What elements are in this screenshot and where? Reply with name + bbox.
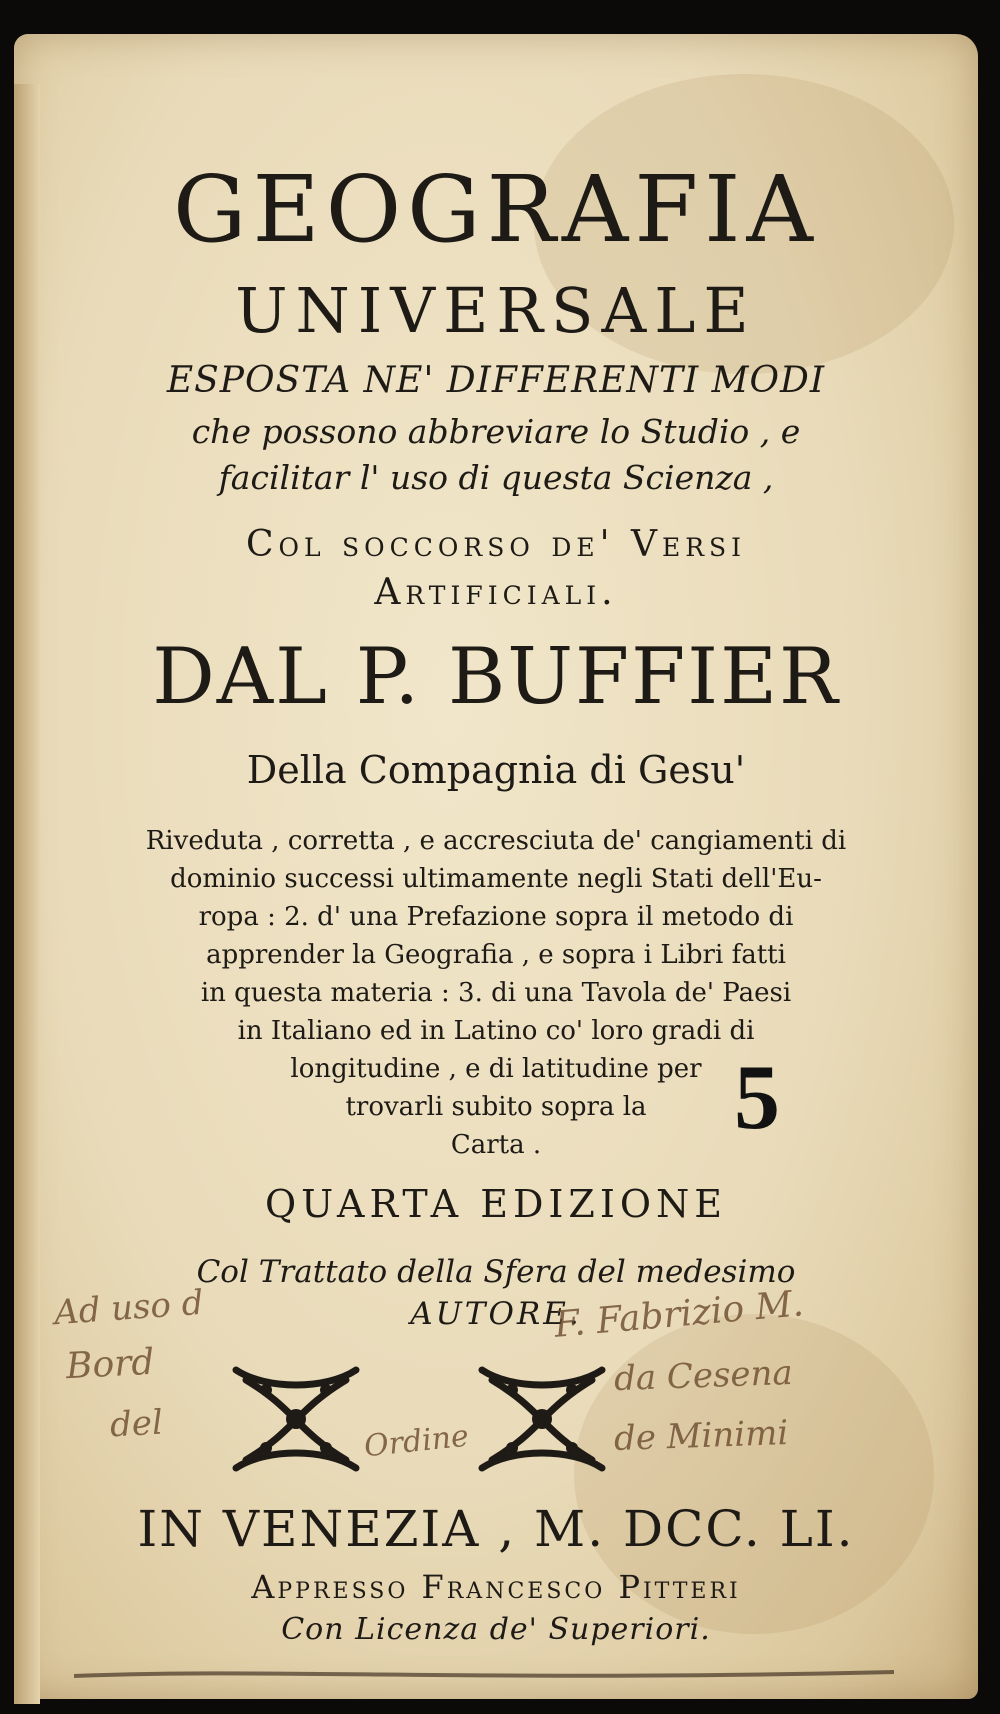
author-name: DAL P. BUFFIER	[152, 632, 840, 722]
description-line: in Italiano ed in Latino co' loro gradi di	[237, 1016, 755, 1046]
description-line: Riveduta , corretta , e accresciuta de' cangiamenti di	[145, 826, 847, 856]
description-line: Carta .	[450, 1130, 542, 1160]
handwriting-left: del	[108, 1402, 164, 1446]
handwriting-left: Ordine	[362, 1418, 471, 1465]
subtitle-line-1: ESPOSTA NE' DIFFERENTI MODI	[166, 360, 826, 401]
printer-ornament	[472, 1360, 612, 1478]
description-line: trovarli subito sopra la	[345, 1092, 647, 1122]
subtitle-line-3: facilitar l' uso di questa Scienza ,	[218, 458, 774, 497]
description-line: dominio successi ultimamente negli Stati dell'Eu-	[170, 864, 822, 894]
author-society: Della Compagnia di Gesu'	[246, 748, 746, 792]
handwriting-right: F. Fabrizio M.	[552, 1283, 806, 1346]
treatise-line-1: Col Trattato della Sfera del medesimo	[196, 1254, 796, 1290]
title-line-1: GEOGRAFIA	[173, 156, 819, 263]
handwriting-right: da Cesena	[613, 1352, 794, 1400]
versi-line-2: Artificiali.	[374, 572, 618, 613]
printer-ornament	[226, 1360, 366, 1478]
treatise-line-2: AUTORE.	[410, 1296, 582, 1332]
description-line: ropa : 2. d' una Prefazione sopra il metodo di	[198, 902, 794, 932]
description-line: longitudine , e di latitudine per	[290, 1054, 702, 1084]
subtitle-line-2: che possono abbreviare lo Studio , e	[191, 412, 801, 451]
description-line: apprender la Geografia , e sopra i Libri fatti	[206, 940, 786, 970]
description-line: in questa materia : 3. di una Tavola de' Paesi	[200, 978, 792, 1008]
handwriting-right: de Minimi	[613, 1412, 789, 1460]
handwriting-left: Ad uso d	[52, 1282, 205, 1334]
ink-stroke	[74, 1664, 894, 1688]
title-line-2: UNIVERSALE	[235, 274, 757, 347]
imprint-license: Con Licenza de' Superiori.	[281, 1612, 711, 1647]
book-page	[14, 34, 978, 1699]
imprint-publisher: Appresso Francesco Pitteri	[251, 1568, 741, 1606]
library-stamp: 5	[734, 1046, 780, 1148]
imprint-place-date: IN VENEZIA , M. DCC. LI.	[137, 1500, 855, 1558]
versi-line-1: Col soccorso de' Versi	[245, 524, 747, 565]
edition: QUARTA EDIZIONE	[265, 1182, 727, 1226]
handwriting-left: Bord	[64, 1341, 156, 1388]
